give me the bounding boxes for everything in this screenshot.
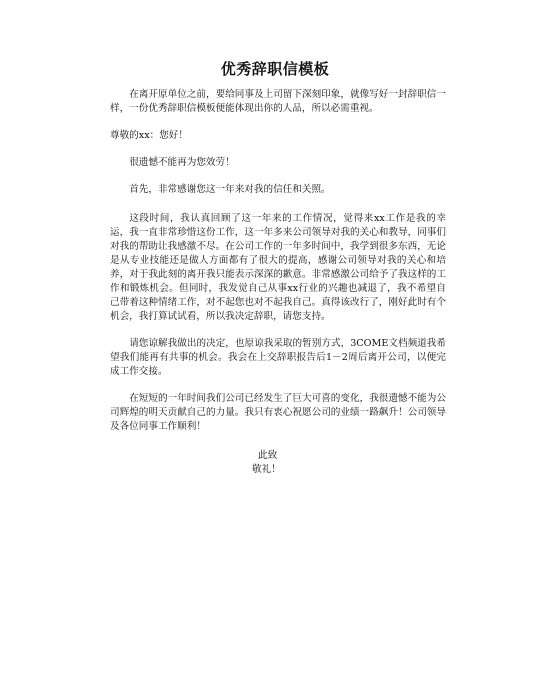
intro-paragraph: 在离开原单位之前，要给同事及上司留下深刻印象，就像写好一封辞职信一样，一份优秀辞职信模板便能体现出你的人品，所以必需重视。 xyxy=(110,89,446,114)
letter-paragraph: 首先，非常感谢您这一年来对我的信任和关照。 xyxy=(129,184,331,195)
letter-paragraph: 这段时间，我认真回顾了这一年来的工作情况，觉得来xx工作是我的幸运，我一直非常珍惜这份工作，这一年多来公司领导对我的关心和教导，同事们对我的帮助让我感激不尽。在公司工作的一年多时间中，我学到很多东西，无论是从专业技能还是做人方面都有了很大的提高，感谢公司领导对我的关心和培养，对于我此刻的离开我只能表示深深的歉意。非常感激公司给予了我这样的工作和锻炼机会。但同时，我发觉自己从事xx行业的兴趣也减退了，我不希望自己带着这种情绪工作，对不起您也对不起我自己。真得该改行了，刚好此时有个机会，我打算试试看，所以我决定辞职，请您支持。 xyxy=(110,213,446,322)
letter-paragraph: 在短短的一年时间我们公司已经发生了巨大可喜的变化，我很遗憾不能为公司辉煌的明天贡献自己的力量。我只有衷心祝愿公司的业绩一路飙升！公司领导及各位同事工作顺利！ xyxy=(110,393,446,432)
salutation: 尊敬的xx：您好！ xyxy=(110,130,188,141)
letter-paragraph: 很遗憾不能再为您效劳！ xyxy=(129,157,235,168)
document-title: 优秀辞职信模板 xyxy=(220,60,330,78)
closing-line: 此致 xyxy=(258,450,278,461)
closing-regards: 敬礼！ xyxy=(252,464,281,475)
letter-paragraph: 请您谅解我做出的决定，也原谅我采取的暂别方式，3COME文档频道我希望我们能再有共事的机会。我会在上交辞职报告后1－2周后离开公司，以便完成工作交接。 xyxy=(110,338,446,377)
letter-body xyxy=(110,88,446,477)
